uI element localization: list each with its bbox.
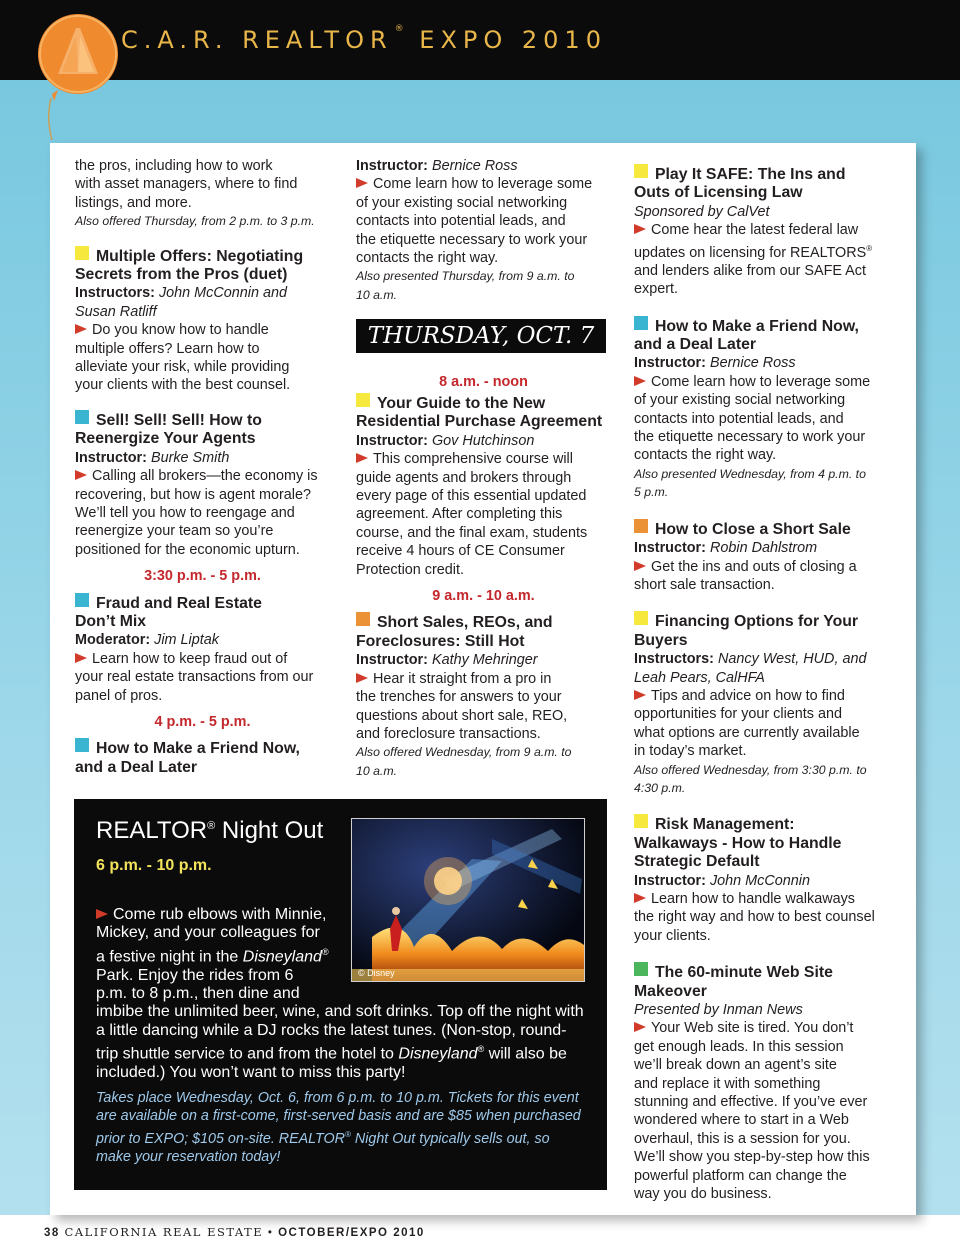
red-arrow-icon bbox=[634, 1022, 646, 1032]
night-out-box bbox=[74, 799, 607, 1190]
body-text: Come rub elbows with Minnie, bbox=[96, 906, 586, 924]
body-text: Learn how to handle walkaways bbox=[634, 890, 896, 908]
body-text: of your existing social networking bbox=[634, 392, 846, 409]
body-text: agreement. After completing this bbox=[356, 506, 563, 523]
body-text: trip shuttle service to and from the hotel to Disneyland® will also be bbox=[96, 1044, 567, 1063]
body-text: with asset managers, where to find bbox=[75, 176, 298, 193]
session-title: How to Make a Friend Now, bbox=[634, 317, 896, 336]
instructor-line: Instructor: Gov Hutchinson bbox=[356, 432, 535, 449]
session-title: Buyers bbox=[634, 631, 688, 649]
night-out-body bbox=[96, 906, 586, 1082]
session-title: Outs of Licensing Law bbox=[634, 184, 803, 202]
session-title: Play It SAFE: The Ins and bbox=[634, 165, 896, 184]
red-arrow-icon bbox=[356, 453, 368, 463]
time-slot: 9 a.m. - 10 a.m. bbox=[432, 588, 535, 605]
day-banner: THURSDAY, OCT. 7 bbox=[356, 319, 606, 353]
body-text: a festive night in the Disneyland® bbox=[96, 946, 329, 966]
session-note: Also presented Thursday, from 9 a.m. to bbox=[356, 269, 575, 284]
body-text: short sale transaction. bbox=[634, 576, 775, 593]
issue-label: OCTOBER/EXPO 2010 bbox=[278, 1227, 425, 1239]
body-text: recovering, but how is agent morale? bbox=[75, 486, 311, 503]
night-out-note: Takes place Wednesday, Oct. 6, from 6 p.m. to 10 p.m. Tickets for this event are available on a first-come, first-served basis and are $85 when purchased prior to EXPO; $105 on-site. REALTOR® Night Out typically sells out, so make your reservation today! bbox=[96, 1090, 581, 1165]
orange-square-icon bbox=[634, 519, 648, 533]
column-3 bbox=[634, 165, 896, 1204]
blue-square-icon bbox=[634, 316, 648, 330]
body-text: get enough leads. In this session bbox=[634, 1038, 844, 1055]
body-text: positioned for the economic upturn. bbox=[75, 541, 300, 558]
photo-credit: © Disney bbox=[358, 968, 395, 978]
session-note: Also offered Wednesday, from 3:30 p.m. to bbox=[634, 762, 867, 777]
instructor-line: Instructor: Bernice Ross bbox=[634, 355, 796, 372]
session-title: Strategic Default bbox=[634, 853, 760, 871]
body-text: questions about short sale, REO, bbox=[356, 707, 568, 724]
body-text: the pros, including how to work bbox=[75, 158, 273, 174]
body-text: panel of pros. bbox=[75, 687, 163, 704]
session-note: 5 p.m. bbox=[634, 485, 669, 500]
session-title: Foreclosures: Still Hot bbox=[356, 632, 525, 650]
body-text: Protection credit. bbox=[356, 561, 464, 578]
body-text: powerful platform can change the bbox=[634, 1167, 847, 1184]
body-text: contacts into potential leads, and bbox=[634, 410, 844, 427]
body-text: course, and the final exam, students bbox=[356, 524, 588, 541]
yellow-square-icon bbox=[75, 246, 89, 260]
body-text: way you do business. bbox=[634, 1186, 772, 1203]
red-arrow-icon bbox=[634, 224, 646, 234]
instructor-name: Leah Pears, CalHFA bbox=[634, 669, 765, 686]
body-text: the etiquette necessary to work your bbox=[634, 429, 866, 446]
session-title: Secrets from the Pros (duet) bbox=[75, 266, 288, 284]
instructor-line: Instructor: Bernice Ross bbox=[356, 158, 518, 174]
yellow-square-icon bbox=[356, 393, 370, 407]
body-text: We’ll show you step-by-step how this bbox=[634, 1149, 870, 1166]
body-text: This comprehensive course will bbox=[356, 450, 611, 468]
body-text: Tips and advice on how to find bbox=[634, 687, 896, 705]
session-note: Also offered Wednesday, from 9 a.m. to bbox=[356, 745, 572, 760]
body-text: in today’s market. bbox=[634, 743, 747, 760]
body-text: included.) You won’t want to miss this party! bbox=[96, 1063, 406, 1081]
time-slot: 4 p.m. - 5 p.m. bbox=[154, 713, 251, 730]
session-title: Residential Purchase Agreement bbox=[356, 413, 603, 431]
yellow-square-icon bbox=[634, 164, 648, 178]
session-title: The 60-minute Web Site bbox=[634, 963, 896, 982]
page-number: 38 bbox=[44, 1227, 60, 1239]
body-text: contacts the right way. bbox=[634, 447, 777, 464]
red-arrow-icon bbox=[75, 653, 87, 663]
instructor-line: Instructors: John McConnin and bbox=[75, 285, 287, 302]
body-text: Come learn how to leverage some bbox=[356, 175, 611, 193]
night-out-time: 6 p.m. - 10 p.m. bbox=[96, 857, 212, 874]
session-title: How to Make a Friend Now, bbox=[75, 739, 330, 758]
body-text: and lenders alike from our SAFE Act bbox=[634, 262, 866, 279]
body-text: a little dancing while a DJ rocks the latest tunes. (Non-stop, round- bbox=[96, 1021, 567, 1039]
body-text: alleviate your risk, while providing bbox=[75, 359, 290, 376]
body-text: Come hear the latest federal law bbox=[634, 221, 896, 239]
publication-name: CALIFORNIA REAL ESTATE bbox=[64, 1225, 264, 1239]
red-arrow-icon bbox=[96, 909, 108, 919]
session-title: Risk Management: bbox=[634, 815, 896, 834]
session-title: Walkaways - How to Handle bbox=[634, 834, 842, 852]
column-1 bbox=[75, 157, 330, 777]
body-text: the right way and how to best counsel bbox=[634, 909, 875, 926]
time-slot: 8 a.m. - noon bbox=[439, 374, 528, 391]
body-text: We’ll tell you how to reengage and bbox=[75, 504, 295, 521]
session-note: 4:30 p.m. bbox=[634, 780, 686, 795]
body-text: the trenches for answers to your bbox=[356, 689, 562, 706]
body-text: reenergize your team so you’re bbox=[75, 523, 274, 540]
instructor-line: Instructor: Robin Dahlstrom bbox=[634, 540, 818, 557]
instructor-line: Moderator: Jim Liptak bbox=[75, 632, 219, 649]
session-title: Your Guide to the New bbox=[356, 394, 611, 413]
footer-bullet: • bbox=[267, 1227, 274, 1239]
body-text: your real estate transactions from our bbox=[75, 669, 314, 686]
page-footer bbox=[44, 1225, 425, 1239]
body-text: overhaul, this is a session for you. bbox=[634, 1130, 851, 1147]
session-title: Makeover bbox=[634, 982, 707, 1000]
session-title: and a Deal Later bbox=[634, 336, 757, 354]
instructor-name: Susan Ratliff bbox=[75, 303, 157, 320]
time-slot: 3:30 p.m. - 5 p.m. bbox=[144, 568, 261, 585]
body-text: receive 4 hours of CE Consumer bbox=[356, 543, 565, 560]
body-text: every page of this essential updated bbox=[356, 488, 587, 505]
body-text: contacts into potential leads, and bbox=[356, 213, 566, 230]
blue-square-icon bbox=[75, 410, 89, 424]
instructor-line: Instructor: Kathy Mehringer bbox=[356, 652, 538, 669]
session-title: Sell! Sell! Sell! How to bbox=[75, 411, 330, 430]
session-note: Also offered Thursday, from 2 p.m. to 3 p.m. bbox=[75, 214, 315, 229]
instructor-line: Instructors: Nancy West, HUD, and bbox=[634, 651, 867, 668]
body-text: Your Web site is tired. You don’t bbox=[634, 1019, 896, 1037]
red-arrow-icon bbox=[356, 178, 368, 188]
body-text: multiple offers? Learn how to bbox=[75, 340, 260, 357]
red-arrow-icon bbox=[75, 324, 87, 334]
session-note: Also presented Wednesday, from 4 p.m. to bbox=[634, 466, 866, 481]
blue-square-icon bbox=[75, 738, 89, 752]
body-text: contacts the right way. bbox=[356, 250, 499, 267]
red-arrow-icon bbox=[75, 470, 87, 480]
body-text: we’ll break down an agent’s site bbox=[634, 1057, 837, 1074]
session-note: 10 a.m. bbox=[356, 287, 398, 302]
body-text: Learn how to keep fraud out of bbox=[75, 650, 330, 668]
red-arrow-icon bbox=[634, 690, 646, 700]
body-text: opportunities for your clients and bbox=[634, 706, 842, 723]
red-arrow-icon bbox=[634, 893, 646, 903]
orange-square-icon bbox=[356, 612, 370, 626]
body-text: stunning and effective. If you’ve ever bbox=[634, 1094, 868, 1111]
body-text: p.m. to 8 p.m., then dine and bbox=[96, 984, 300, 1002]
presenter-line: Presented by Inman News bbox=[634, 1002, 803, 1019]
session-note: 10 a.m. bbox=[356, 763, 398, 778]
session-title: Multiple Offers: Negotiating bbox=[75, 247, 330, 266]
body-text: Come learn how to leverage some bbox=[634, 373, 896, 391]
body-text: Calling all brokers—the economy is bbox=[75, 467, 330, 485]
column-2-lower bbox=[356, 394, 611, 780]
sponsor-line: Sponsored by CalVet bbox=[634, 203, 770, 220]
red-arrow-icon bbox=[634, 376, 646, 386]
body-text: guide agents and brokers through bbox=[356, 469, 572, 486]
red-arrow-icon bbox=[356, 673, 368, 683]
yellow-square-icon bbox=[634, 611, 648, 625]
body-text: your clients with the best counsel. bbox=[75, 377, 291, 394]
body-text: your clients. bbox=[634, 927, 711, 944]
body-text: the etiquette necessary to work your bbox=[356, 231, 588, 248]
body-text: imbibe the unlimited beer, wine, and soft drinks. Top off the night with bbox=[96, 1003, 584, 1021]
instructor-line: Instructor: John McConnin bbox=[634, 872, 810, 889]
body-text: expert. bbox=[634, 281, 678, 298]
green-square-icon bbox=[634, 962, 648, 976]
body-text: Mickey, and your colleagues for bbox=[96, 924, 320, 942]
session-title: Reenergize Your Agents bbox=[75, 430, 256, 448]
session-title: Don’t Mix bbox=[75, 612, 147, 630]
body-text: Get the ins and outs of closing a bbox=[634, 558, 896, 576]
body-text: what options are currently available bbox=[634, 724, 860, 741]
header-bar bbox=[0, 0, 960, 80]
body-text: and foreclosure transactions. bbox=[356, 725, 541, 742]
session-title: and a Deal Later bbox=[75, 758, 198, 776]
session-title: Financing Options for Your bbox=[634, 612, 896, 631]
session-title: How to Close a Short Sale bbox=[634, 520, 896, 539]
body-text: and replace it with something bbox=[634, 1075, 821, 1092]
balloon-logo bbox=[18, 6, 128, 141]
body-text: Do you know how to handle bbox=[75, 321, 330, 339]
body-text: wondered where to start in a Web bbox=[634, 1112, 849, 1129]
session-title: Short Sales, REOs, and bbox=[356, 613, 611, 632]
body-text: updates on licensing for REALTORS® bbox=[634, 243, 873, 261]
body-text: of your existing social networking bbox=[356, 194, 568, 211]
header-title: C.A.R. REALTOR ® EXPO 2010 bbox=[121, 24, 607, 54]
session-title: Fraud and Real Estate bbox=[75, 594, 330, 613]
yellow-square-icon bbox=[634, 814, 648, 828]
instructor-line: Instructor: Burke Smith bbox=[75, 449, 230, 466]
body-text: Hear it straight from a pro in bbox=[356, 670, 611, 688]
blue-square-icon bbox=[75, 593, 89, 607]
body-text: listings, and more. bbox=[75, 194, 192, 211]
body-text: Park. Enjoy the rides from 6 bbox=[96, 966, 294, 984]
red-arrow-icon bbox=[634, 561, 646, 571]
night-out-title: REALTOR® Night Out bbox=[96, 817, 324, 844]
